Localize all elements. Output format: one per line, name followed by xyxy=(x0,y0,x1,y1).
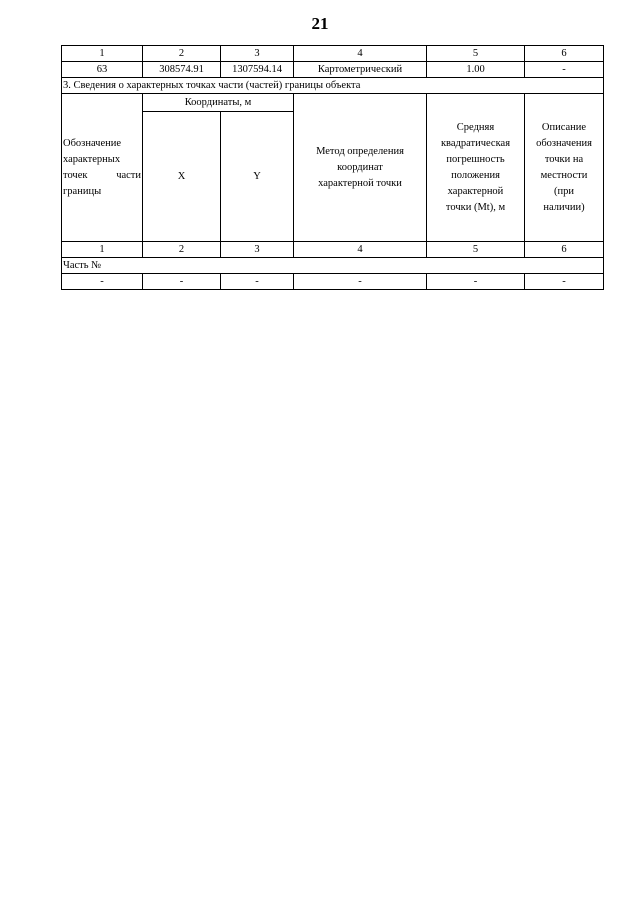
header-line: положения xyxy=(451,169,500,181)
header-cell: 4 xyxy=(294,46,427,62)
header-line: квадратическая xyxy=(440,137,511,149)
table-cell: - xyxy=(143,274,221,290)
table-cell: - xyxy=(294,274,427,290)
table-cell: - xyxy=(62,274,143,290)
column-number: 4 xyxy=(294,242,427,258)
header-line: (при xyxy=(554,185,574,197)
accuracy-header xyxy=(427,94,525,242)
header-cell: 1 xyxy=(62,46,143,62)
section-header-row xyxy=(62,94,604,112)
table-cell: - xyxy=(221,274,294,290)
header-cell: 6 xyxy=(525,46,604,62)
coordinates-group-header: Координаты, м xyxy=(143,94,294,112)
coordinates-table xyxy=(61,45,604,290)
header-line: Средняя xyxy=(456,121,495,133)
column-number: 1 xyxy=(62,242,143,258)
part-label: Часть № xyxy=(62,258,604,274)
header-line: точек части xyxy=(63,169,141,181)
header-line: обозначения xyxy=(536,137,592,149)
header-line: координат xyxy=(337,161,383,173)
page-number: 21 xyxy=(311,14,329,33)
header-line: характерной точки xyxy=(318,177,402,189)
header-line: характерных xyxy=(63,153,121,165)
description-cell: - xyxy=(525,62,604,78)
column-number: 6 xyxy=(525,242,604,258)
point-number-cell: 63 xyxy=(62,62,143,78)
header-line: точки на xyxy=(544,153,584,165)
header-cell: 3 xyxy=(221,46,294,62)
header-line: погрешность xyxy=(446,153,505,165)
y-coordinate-cell: 1307594.14 xyxy=(221,62,294,78)
header-line: точки (Mt), м xyxy=(445,201,506,213)
x-header: X xyxy=(143,112,221,242)
header-line: Метод определения xyxy=(316,145,404,157)
point-designation-header xyxy=(62,94,143,242)
method-cell: Картометрический xyxy=(294,62,427,78)
section-title-row xyxy=(62,78,604,94)
header-line: границы xyxy=(63,185,102,197)
table-row xyxy=(62,62,604,78)
table-cell: - xyxy=(525,274,604,290)
top-header-row xyxy=(62,46,604,62)
y-header: Y xyxy=(221,112,294,242)
accuracy-cell: 1.00 xyxy=(427,62,525,78)
section-title: 3. Сведения о характерных точках части (частей) границы объекта xyxy=(62,78,604,94)
header-line: Описание xyxy=(541,121,587,133)
x-coordinate-cell: 308574.91 xyxy=(143,62,221,78)
table-row xyxy=(62,274,604,290)
header-line: местности xyxy=(540,169,588,181)
column-number: 2 xyxy=(143,242,221,258)
column-number: 5 xyxy=(427,242,525,258)
header-line: характерной xyxy=(447,185,504,197)
header-line: наличии) xyxy=(543,201,585,213)
column-number: 3 xyxy=(221,242,294,258)
part-label-row xyxy=(62,258,604,274)
header-line: Обозначение xyxy=(63,137,122,149)
header-cell: 5 xyxy=(427,46,525,62)
header-cell: 2 xyxy=(143,46,221,62)
column-numbers-row xyxy=(62,242,604,258)
description-header xyxy=(525,94,604,242)
table-cell: - xyxy=(427,274,525,290)
method-header xyxy=(294,94,427,242)
